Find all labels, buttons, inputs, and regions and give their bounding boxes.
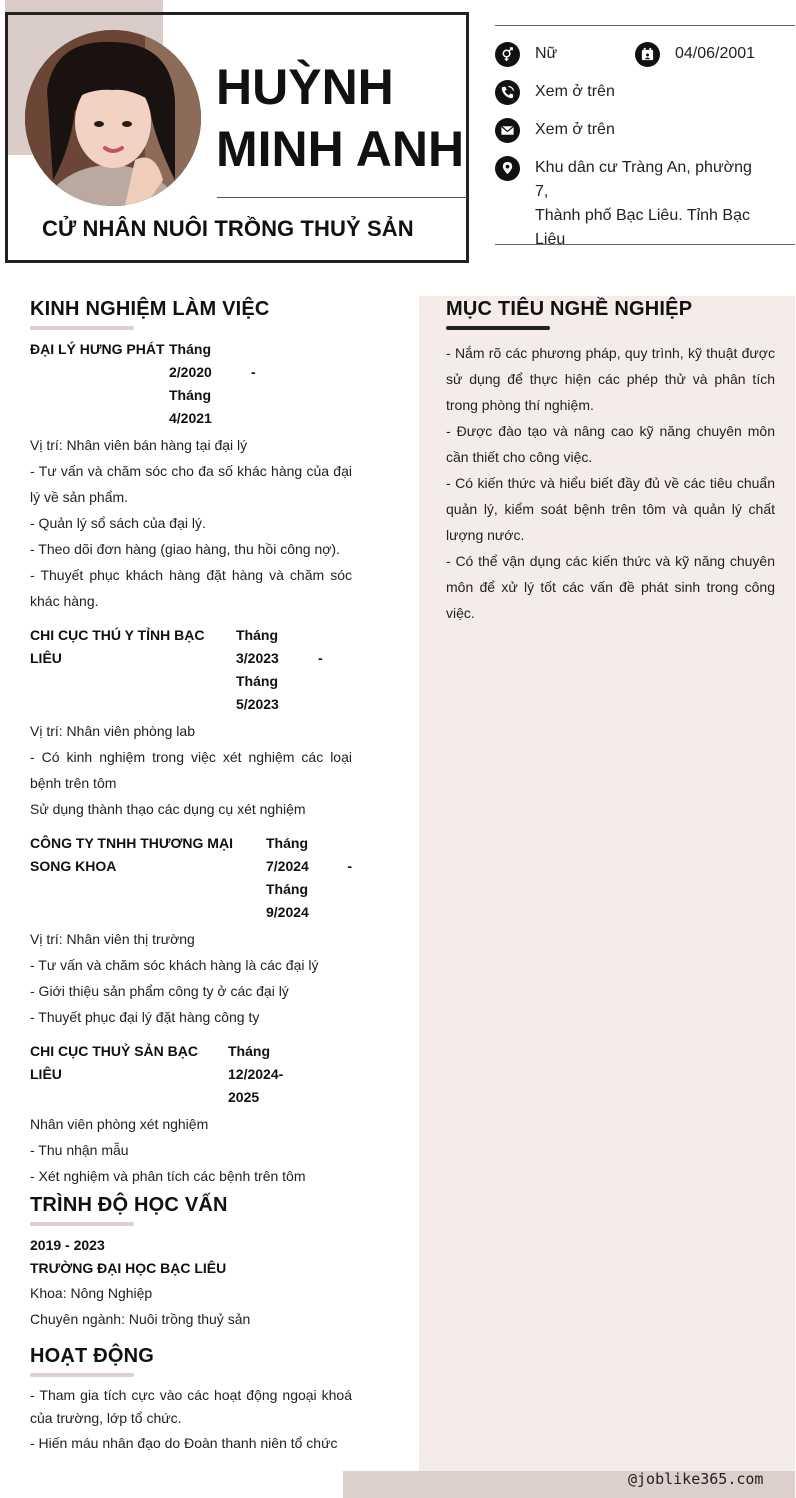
job-line: - Thu nhận mẫu [30, 1142, 129, 1158]
education-school: TRƯỜNG ĐẠI HỌC BẠC LIÊU [30, 1260, 227, 1276]
period-line: 9/2024 [266, 904, 309, 920]
address-line: Thành phố Bạc Liêu. Tỉnh Bạc [535, 207, 750, 224]
contact-address [495, 156, 765, 252]
gender-value: Nữ [535, 45, 558, 62]
period-dash: - [318, 650, 323, 666]
objective-line: - Có thể vận dụng các kiến thức và kỹ năng chuyên môn để xử lý tốt các vấn đề phát sinh trong công việc. [446, 553, 775, 621]
name-line-2: MINH ANH [216, 121, 465, 177]
birthday-value: 04/06/2001 [675, 45, 756, 62]
activities-title: HOẠT ĐỘNG [30, 1345, 155, 1367]
job-company-line: ĐẠI LÝ HƯNG PHÁT [30, 341, 165, 357]
job-line: - Xét nghiệm và phân tích các bệnh trên tôm [30, 1168, 306, 1184]
activities-block [30, 1384, 352, 1456]
avatar [25, 30, 201, 206]
job-line: - Tư vấn và chăm sóc cho đa số khác hàng của đại lý về sản phẩm. [30, 463, 352, 505]
contact-phone [495, 80, 615, 105]
period-line: 2025 [228, 1089, 260, 1105]
period-dash: - [251, 364, 256, 380]
contact-email [495, 118, 615, 143]
job-company-line: CHI CỤC THUỶ SẢN BẠC LIÊU [30, 1043, 198, 1082]
name-divider [217, 197, 467, 198]
period-line: Tháng [169, 341, 211, 357]
education-faculty: Khoa: Nông Nghiệp [30, 1285, 153, 1301]
phone-value: Xem ở trên [535, 83, 615, 100]
period-line: 3/2023 [236, 650, 279, 666]
job-company [30, 1040, 228, 1109]
job-line: - Theo dõi đơn hàng (giao hàng, thu hồi công nợ). [30, 541, 340, 557]
education-major: Chuyên ngành: Nuôi trồng thuỷ sản [30, 1311, 251, 1327]
activity-line: - Hiến máu nhân đạo do Đoàn thanh niên tổ chức [30, 1435, 338, 1451]
period-line: Tháng [266, 881, 308, 897]
job-period [266, 832, 352, 924]
address-value [535, 156, 765, 252]
period-line: 12/2024- [228, 1066, 284, 1082]
experience-title: KINH NGHIỆM LÀM VIỆC [30, 298, 270, 320]
job-period [169, 338, 352, 430]
job-line: - Quản lý sổ sách của đại lý. [30, 515, 206, 531]
address-line: Khu dân cư Tràng An, phường 7, [535, 159, 752, 200]
period-line: 2/2020 [169, 364, 212, 380]
activities-underline [30, 1373, 134, 1377]
job-line: - Tư vấn và chăm sóc khách hàng là các đại lý [30, 957, 319, 973]
portrait-photo-icon [25, 30, 201, 206]
job-line: Nhân viên phòng xét nghiệm [30, 1116, 209, 1132]
location-pin-icon [495, 156, 520, 181]
job-line: - Giới thiệu sản phẩm công ty ở các đại lý [30, 983, 289, 999]
job-period [236, 624, 352, 716]
job-line: - Thuyết phục đại lý đặt hàng công ty [30, 1009, 260, 1025]
period-line: 5/2023 [236, 696, 279, 712]
education-title: TRÌNH ĐỘ HỌC VẤN [30, 1194, 228, 1216]
education-years: 2019 - 2023 [30, 1237, 105, 1253]
period-line: 4/2021 [169, 410, 212, 426]
phone-icon [495, 80, 520, 105]
job-entry [30, 338, 352, 614]
period-line: Tháng [236, 627, 278, 643]
contact-birthday [635, 42, 755, 67]
job-entry [30, 832, 352, 1030]
contact-gender [495, 42, 557, 67]
period-line: Tháng [266, 835, 308, 851]
contact-info [495, 25, 795, 248]
job-company-line: SONG KHOA [30, 858, 117, 874]
objective-line: - Được đào tạo và nâng cao kỹ năng chuyên môn cần thiết cho công việc. [446, 423, 775, 465]
job-line: - Thuyết phục khách hàng đặt hàng và chăm sóc khác hàng. [30, 567, 352, 609]
activity-line: - Tham gia tích cực vào các hoạt động ngoại khoá của trường, lớp tổ chức. [30, 1387, 352, 1426]
address-line: Liêu [535, 231, 566, 248]
gender-icon [495, 42, 520, 67]
job-title: CỬ NHÂN NUÔI TRỒNG THUỶ SẢN [42, 216, 414, 241]
email-value: Xem ở trên [535, 121, 615, 138]
footer-watermark: @joblike365.com [628, 1470, 764, 1488]
period-line: Tháng [228, 1043, 270, 1059]
objective-line: - Có kiến thức và hiểu biết đầy đủ về các tiêu chuẩn quản lý, kiểm soát bệnh trên tôm và quản lý chất lượng nước. [446, 475, 775, 543]
experience-list [30, 338, 352, 1199]
job-line: Vị trí: Nhân viên bán hàng tại đại lý [30, 437, 248, 453]
job-line: Vị trí: Nhân viên phòng lab [30, 723, 195, 739]
period-line: Tháng [169, 387, 211, 403]
job-entry [30, 624, 352, 822]
candidate-name [216, 56, 466, 180]
objective-line: - Nắm rõ các phương pháp, quy trình, kỹ thuật được sử dụng để thực hiện các phép thử và phân tích trong phòng thí nghiệm. [446, 345, 775, 413]
period-line: Tháng [236, 673, 278, 689]
experience-underline [30, 326, 134, 330]
objective-block [446, 340, 775, 626]
job-company-line: CHI CỤC THÚ Y TỈNH BẠC LIÊU [30, 627, 205, 666]
job-line: - Có kinh nghiệm trong việc xét nghiệm các loại bệnh trên tôm [30, 749, 352, 791]
job-company-line: CÔNG TY TNHH THƯƠNG MẠI [30, 835, 233, 851]
objective-underline [446, 326, 550, 330]
period-dash: - [347, 858, 352, 874]
education-block [30, 1234, 352, 1332]
period-line: 7/2024 [266, 858, 309, 874]
job-period [228, 1040, 352, 1109]
job-line: Vị trí: Nhân viên thị trường [30, 931, 195, 947]
job-line: Sử dụng thành thạo các dụng cụ xét nghiệm [30, 801, 306, 817]
job-entry [30, 1040, 352, 1189]
education-underline [30, 1222, 134, 1226]
name-line-1: HUỲNH [216, 59, 394, 115]
job-company [30, 832, 266, 924]
job-company [30, 338, 169, 430]
email-icon [495, 118, 520, 143]
job-company [30, 624, 236, 716]
calendar-icon [635, 42, 660, 67]
objective-title: MỤC TIÊU NGHỀ NGHIỆP [446, 298, 693, 320]
